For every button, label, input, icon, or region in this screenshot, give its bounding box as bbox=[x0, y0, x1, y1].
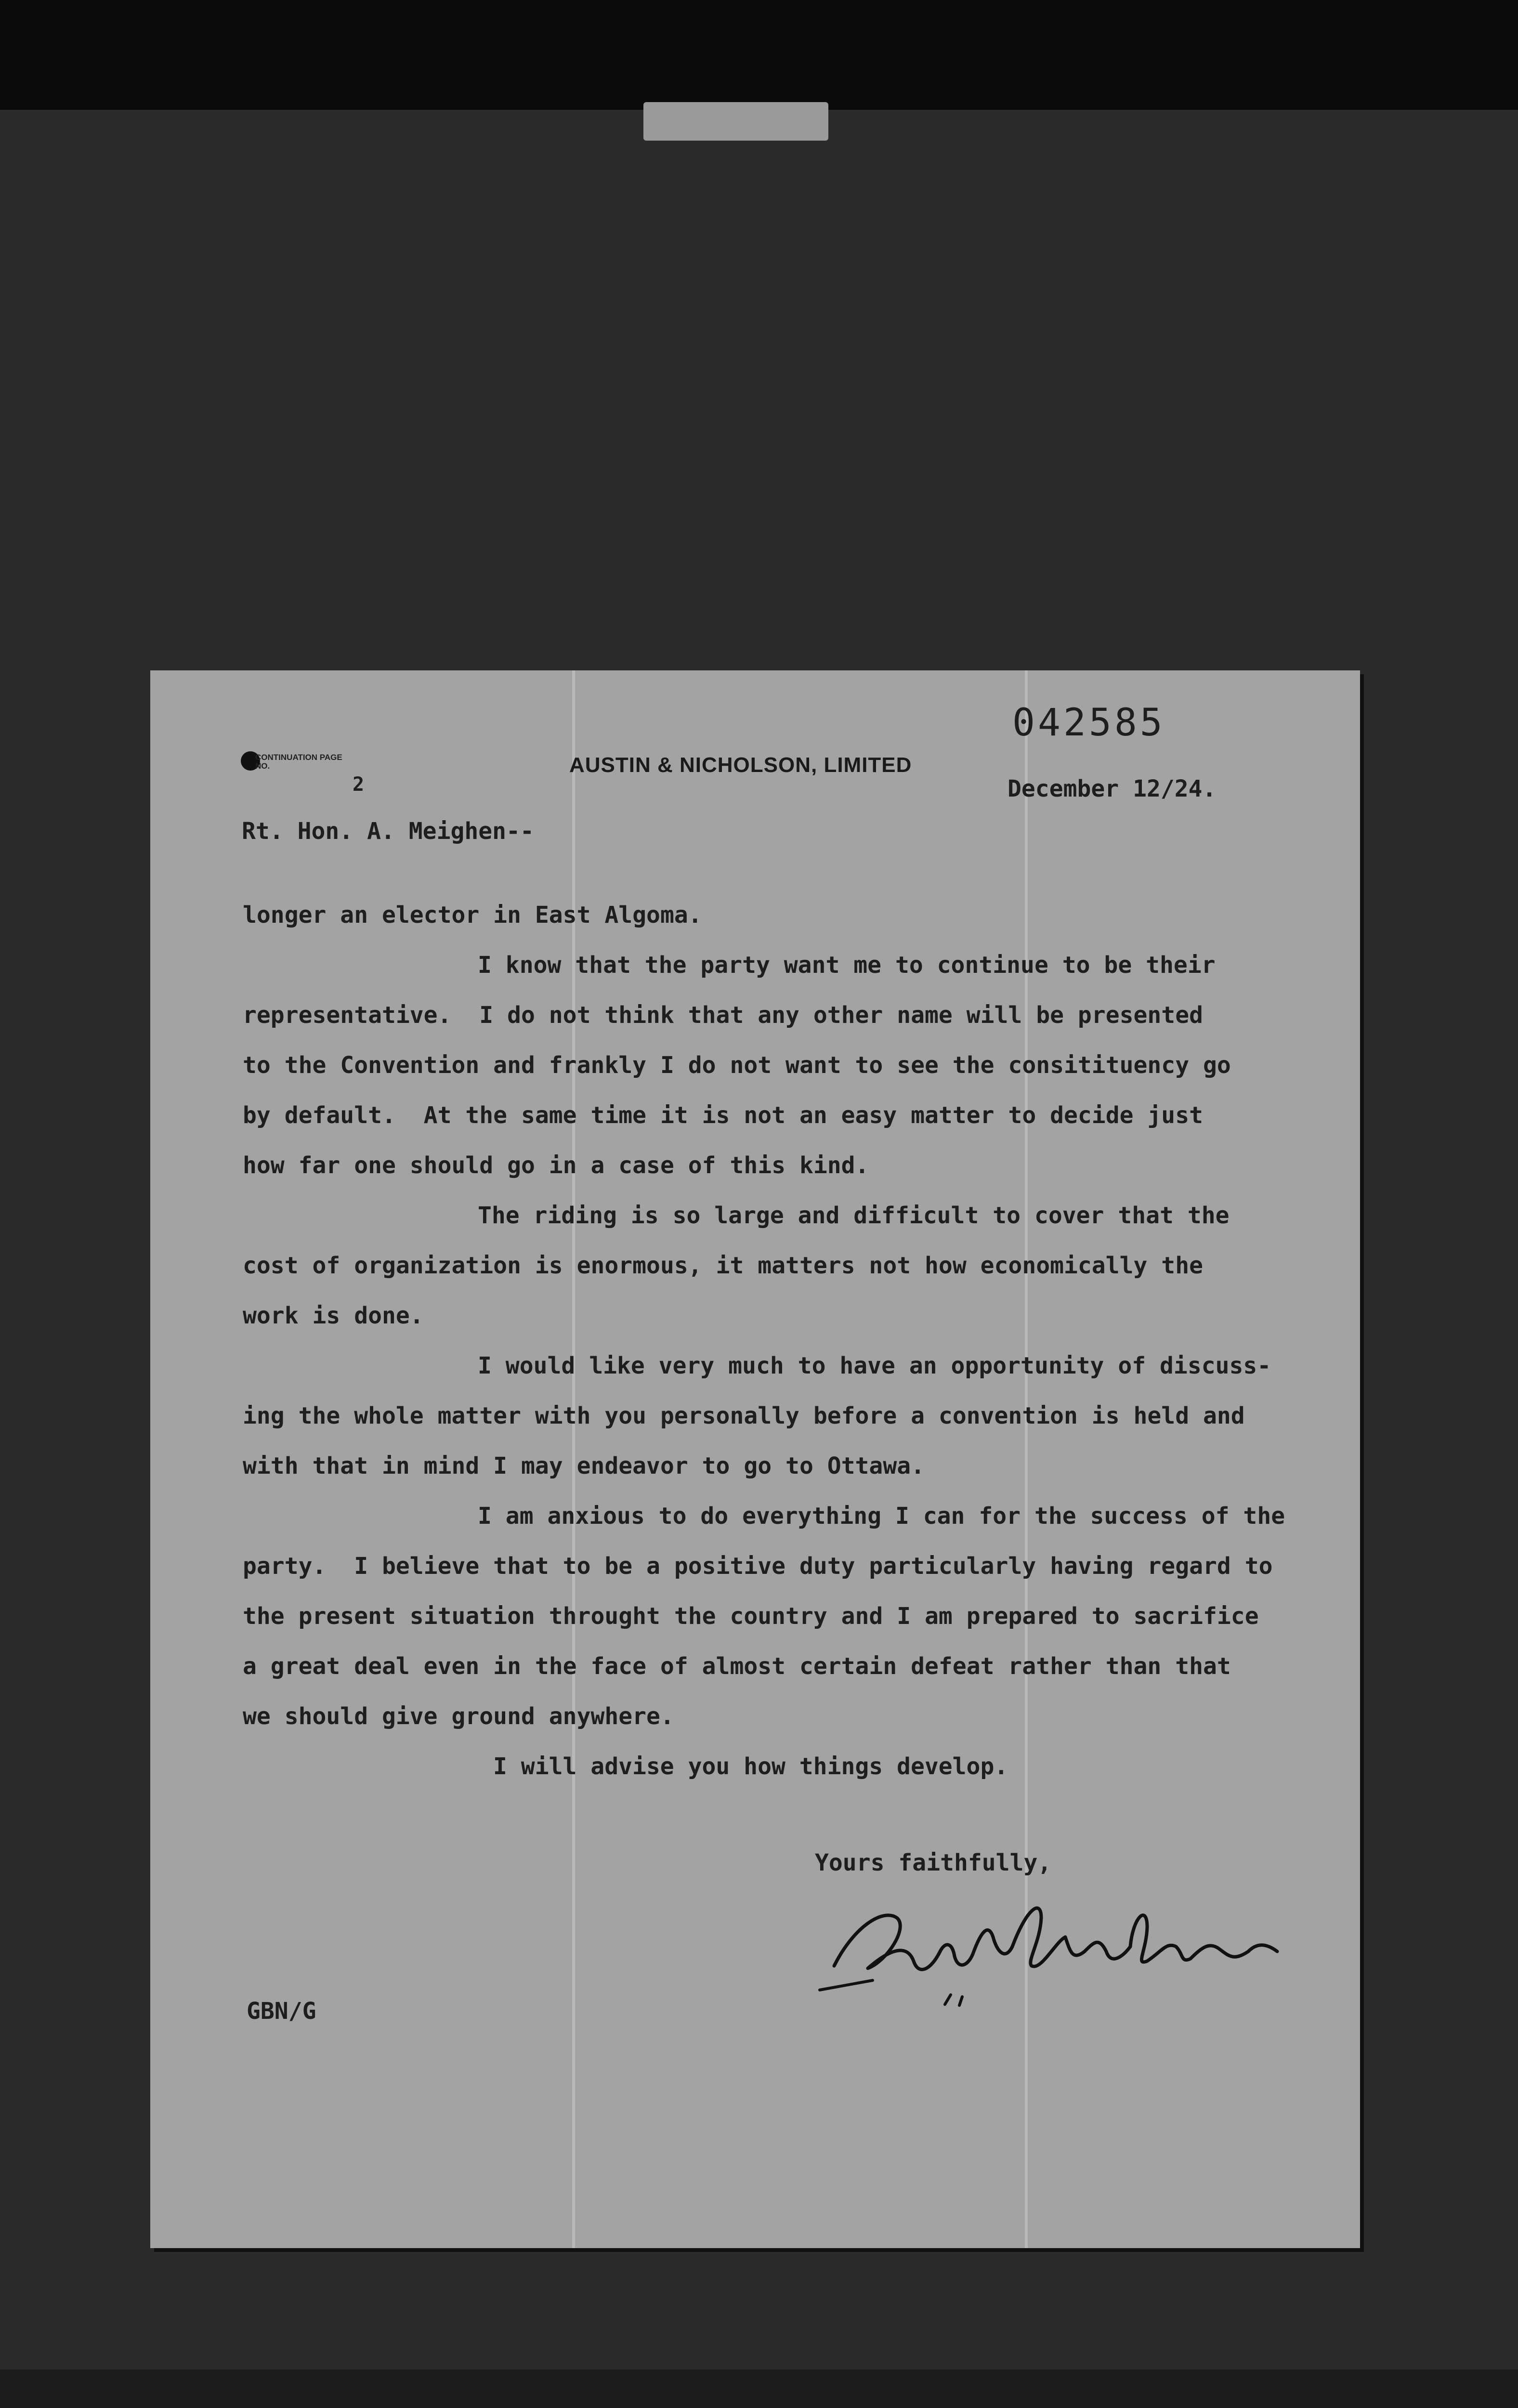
closing: Yours faithfully, bbox=[815, 1849, 1052, 1876]
letter-body bbox=[243, 890, 1341, 1792]
body-line: representative. I do not think that any other name will be presented bbox=[243, 1002, 1203, 1029]
handwritten-signature bbox=[815, 1889, 1296, 2014]
body-line: I am anxious to do everything I can for the success of the bbox=[478, 1503, 1285, 1530]
body-line: ing the whole matter with you personally before a convention is held and bbox=[243, 1402, 1245, 1429]
tape-strip bbox=[643, 102, 828, 141]
letterhead: AUSTIN & NICHOLSON, LIMITED bbox=[569, 753, 912, 777]
body-line: longer an elector in East Algoma. bbox=[243, 902, 702, 929]
body-line: how far one should go in a case of this kind. bbox=[243, 1152, 869, 1179]
body-line: we should give ground anywhere. bbox=[243, 1703, 674, 1730]
body-line: a great deal even in the face of almost certain defeat rather than that bbox=[243, 1653, 1231, 1680]
letter-date: December 12/24. bbox=[1008, 775, 1217, 802]
body-line: to the Convention and frankly I do not want to see the consitituency go bbox=[243, 1052, 1231, 1079]
salutation: Rt. Hon. A. Meighen-- bbox=[242, 818, 534, 845]
body-line: with that in mind I may endeavor to go to Ottawa. bbox=[243, 1453, 925, 1479]
film-top-border bbox=[0, 0, 1518, 110]
document-number: 042585 bbox=[1012, 701, 1165, 745]
body-line: by default. At the same time it is not an easy matter to decide just bbox=[243, 1102, 1203, 1129]
body-line: party. I believe that to be a positive duty particularly having regard to bbox=[243, 1553, 1273, 1580]
body-line: I would like very much to have an opportunity of discuss- bbox=[478, 1352, 1271, 1379]
typist-initials: GBN/G bbox=[247, 1998, 316, 2025]
body-line: cost of organization is enormous, it matters not how economically the bbox=[243, 1252, 1203, 1279]
body-line: work is done. bbox=[243, 1302, 424, 1329]
body-line: I will advise you how things develop. bbox=[493, 1753, 1008, 1780]
film-backing bbox=[0, 2369, 1518, 2408]
body-line: the present situation throught the country and I am prepared to sacrifice bbox=[243, 1603, 1259, 1630]
body-line: The riding is so large and difficult to cover that the bbox=[478, 1202, 1230, 1229]
body-line: I know that the party want me to continue to be their bbox=[478, 952, 1216, 979]
continuation-label: CONTINUATION PAGE NO. bbox=[255, 753, 342, 771]
letter-page bbox=[150, 670, 1360, 2248]
page-number: 2 bbox=[353, 773, 365, 796]
